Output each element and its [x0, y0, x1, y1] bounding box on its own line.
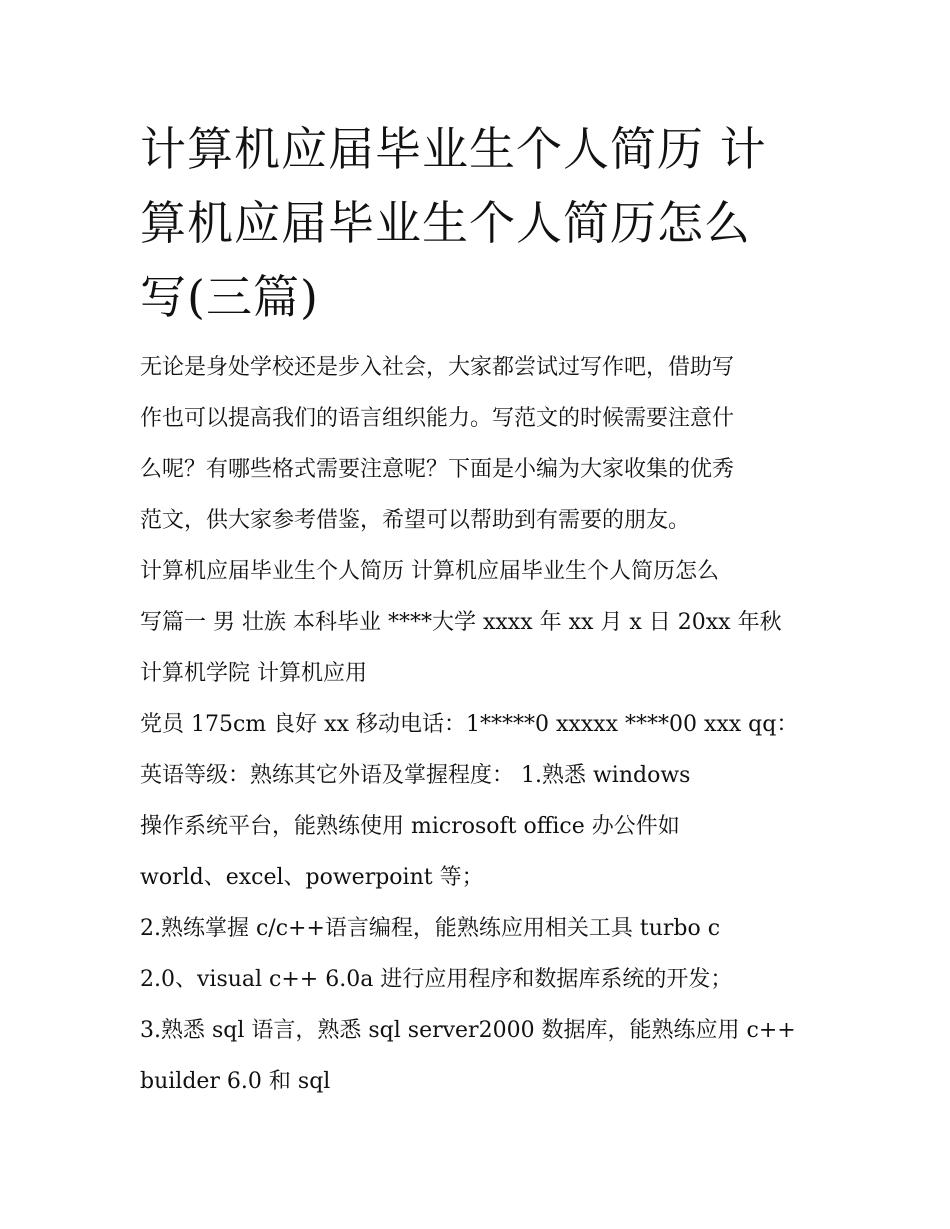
body-line: builder 6.0 和 sql [140, 1069, 331, 1094]
body-line: 2.0、visual c++ 6.0a 进行应用程序和数据库系统的开发； [140, 967, 733, 992]
body-line: 作也可以提高我们的语言组织能力。写范文的时候需要注意什 [140, 406, 735, 431]
document-body [140, 342, 820, 1107]
document-page [140, 112, 820, 1107]
body-line: 写篇一 男 壮族 本科毕业 ****大学 xxxx 年 xx 月 x 日 20xx 年秋 [140, 610, 782, 635]
title-line: 算机应届毕业生个人简历怎么 [140, 196, 751, 250]
body-line: 党员 175cm 良好 xx 移动电话：1*****0 xxxxx ****00 xxx qq： [140, 712, 799, 737]
body-line: 2.熟练掌握 c/c++语言编程，能熟练应用相关工具 turbo c [140, 916, 721, 941]
body-line: 英语等级：熟练其它外语及掌握程度： 1.熟悉 windows [140, 763, 691, 788]
body-line: world、excel、powerpoint 等； [140, 865, 484, 890]
body-line: 范文，供大家参考借鉴，希望可以帮助到有需要的朋友。 [140, 508, 691, 533]
title-line: 写(三篇) [140, 270, 319, 324]
body-line: 计算机应届毕业生个人简历 计算机应届毕业生个人简历怎么 [140, 559, 719, 584]
body-line: 无论是身处学校还是步入社会，大家都尝试过写作吧，借助写 [140, 355, 735, 380]
body-line: 操作系统平台，能熟练使用 microsoft office 办公件如 [140, 814, 680, 839]
body-line: 计算机学院 计算机应用 [140, 661, 367, 686]
body-line: 么呢？有哪些格式需要注意呢？下面是小编为大家收集的优秀 [140, 457, 735, 482]
document-title [140, 112, 820, 334]
title-line: 计算机应届毕业生个人简历 计 [140, 122, 767, 176]
body-line: 3.熟悉 sql 语言，熟悉 sql server2000 数据库，能熟练应用 c++ [140, 1018, 796, 1043]
